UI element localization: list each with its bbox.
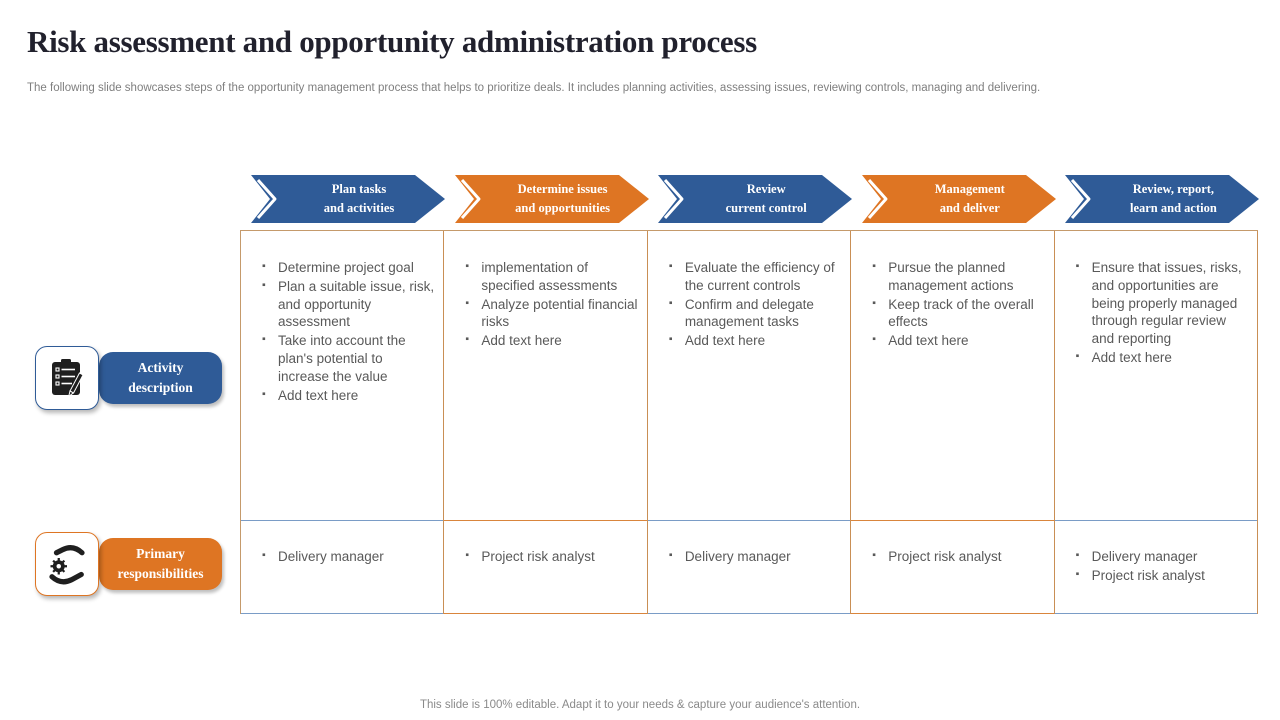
bullet-item: ▪ Delivery manager [668, 548, 844, 566]
row-label-line: description [128, 380, 193, 395]
process-arrow-plan-tasks [251, 175, 445, 223]
responsibilities-list [871, 548, 1047, 566]
process-arrows-row [240, 175, 1258, 223]
activity-list [261, 259, 437, 405]
activity-list [871, 259, 1047, 350]
responsibilities-icon-box [35, 532, 99, 596]
arrow-label-line: Review, report, [1132, 181, 1215, 196]
arrow-label-line: learn and action [1129, 201, 1217, 215]
column-management-deliver [851, 231, 1054, 614]
arrow-label-line: and activities [323, 201, 395, 215]
bullet-item: ▪ Add text here [668, 332, 844, 350]
activity-description-pill [99, 352, 222, 404]
arrow-label-line: Determine issues [517, 181, 608, 196]
bullet-item: ▪ implementation of specified assessments [464, 259, 640, 295]
primary-responsibilities-cell [851, 521, 1053, 614]
column-plan-tasks [241, 231, 444, 614]
arrow-slot-4 [851, 175, 1055, 223]
process-arrow-review-report [1065, 175, 1259, 223]
responsibilities-list [1075, 548, 1251, 585]
arrow-slot-3 [647, 175, 851, 223]
arrow-label [251, 175, 445, 223]
process-arrow-management-deliver [862, 175, 1056, 223]
arrow-label [658, 175, 852, 223]
bullet-item: ▪ Add text here [1075, 349, 1251, 367]
column-review-report [1055, 231, 1258, 614]
row-label-line: Activity [137, 360, 184, 376]
arrow-label [862, 175, 1056, 223]
activity-description-cell [1055, 231, 1257, 521]
activity-icon-box [35, 346, 99, 410]
arrow-label-line: current control [725, 201, 807, 215]
arrow-label-line: and opportunities [515, 201, 610, 215]
activity-description-cell [444, 231, 646, 521]
row-label-line: Primary [136, 546, 185, 562]
arrow-slot-1 [240, 175, 444, 223]
bullet-item: ▪ Analyze potential financial risks [464, 296, 640, 332]
bullet-item: ▪ Keep track of the overall effects [871, 296, 1047, 332]
column-determine-issues [444, 231, 647, 614]
arrow-label-line: and deliver [939, 201, 1000, 215]
bullet-item: ▪ Plan a suitable issue, risk, and opportunity assessment [261, 278, 437, 331]
bullet-item: ▪ Project risk analyst [464, 548, 640, 566]
arrow-label [455, 175, 649, 223]
bullet-item: ▪ Add text here [261, 387, 437, 405]
column-review-control [648, 231, 851, 614]
primary-responsibilities-cell [241, 521, 443, 614]
process-arrow-determine-issues [455, 175, 649, 223]
arrow-label [1065, 175, 1259, 223]
arrow-label-line: Review [746, 181, 786, 196]
bullet-item: ▪ Determine project goal [261, 259, 437, 277]
activity-list [464, 259, 640, 350]
process-table [240, 230, 1258, 614]
arrow-label-line: Plan tasks [331, 181, 387, 196]
bullet-item: ▪ Project risk analyst [871, 548, 1047, 566]
bullet-item: ▪ Evaluate the efficiency of the current controls [668, 259, 844, 295]
bullet-item: ▪ Delivery manager [261, 548, 437, 566]
primary-responsibilities-pill [99, 538, 222, 590]
clipboard-checklist-icon [48, 358, 86, 398]
bullet-item: ▪ Delivery manager [1075, 548, 1251, 566]
activity-list [1075, 259, 1251, 367]
bullet-item: ▪ Confirm and delegate management tasks [668, 296, 844, 332]
arrow-label-line: Management [934, 181, 1005, 196]
bullet-item: ▪ Add text here [871, 332, 1047, 350]
row-label-line: responsibilities [117, 566, 204, 581]
footer-note: This slide is 100% editable. Adapt it to your needs & capture your audience's attention. [419, 699, 861, 711]
activity-description-cell [851, 231, 1053, 521]
bullet-item: ▪ Take into account the plan's potential to increase the value [261, 332, 437, 385]
process-arrow-review-control [658, 175, 852, 223]
bullet-item: ▪ Project risk analyst [1075, 567, 1251, 585]
responsibilities-list [464, 548, 640, 566]
slide-subtitle: The following slide showcases steps of the opportunity management process that helps to prioritize deals. It includes planning activities, assessing issues, reviewing controls, managing and delivering. [27, 82, 1041, 94]
bullet-item: ▪ Pursue the planned management actions [871, 259, 1047, 295]
bullet-item: ▪ Ensure that issues, risks, and opportunities are being properly managed through regular review and reporting [1075, 259, 1251, 348]
row-label-primary-responsibilities [35, 532, 222, 596]
bullet-item: ▪ Add text here [464, 332, 640, 350]
page-title: Risk assessment and opportunity administration process [27, 24, 757, 59]
primary-responsibilities-cell [444, 521, 646, 614]
row-label-activity-description [35, 346, 222, 410]
activity-description-cell [648, 231, 850, 521]
responsibilities-list [261, 548, 437, 566]
arrow-slot-2 [444, 175, 648, 223]
responsibilities-list [668, 548, 844, 566]
primary-responsibilities-cell [1055, 521, 1257, 614]
arrow-slot-5 [1054, 175, 1258, 223]
hands-gear-icon [46, 543, 88, 585]
activity-description-cell [241, 231, 443, 521]
primary-responsibilities-cell [648, 521, 850, 614]
activity-list [668, 259, 844, 350]
